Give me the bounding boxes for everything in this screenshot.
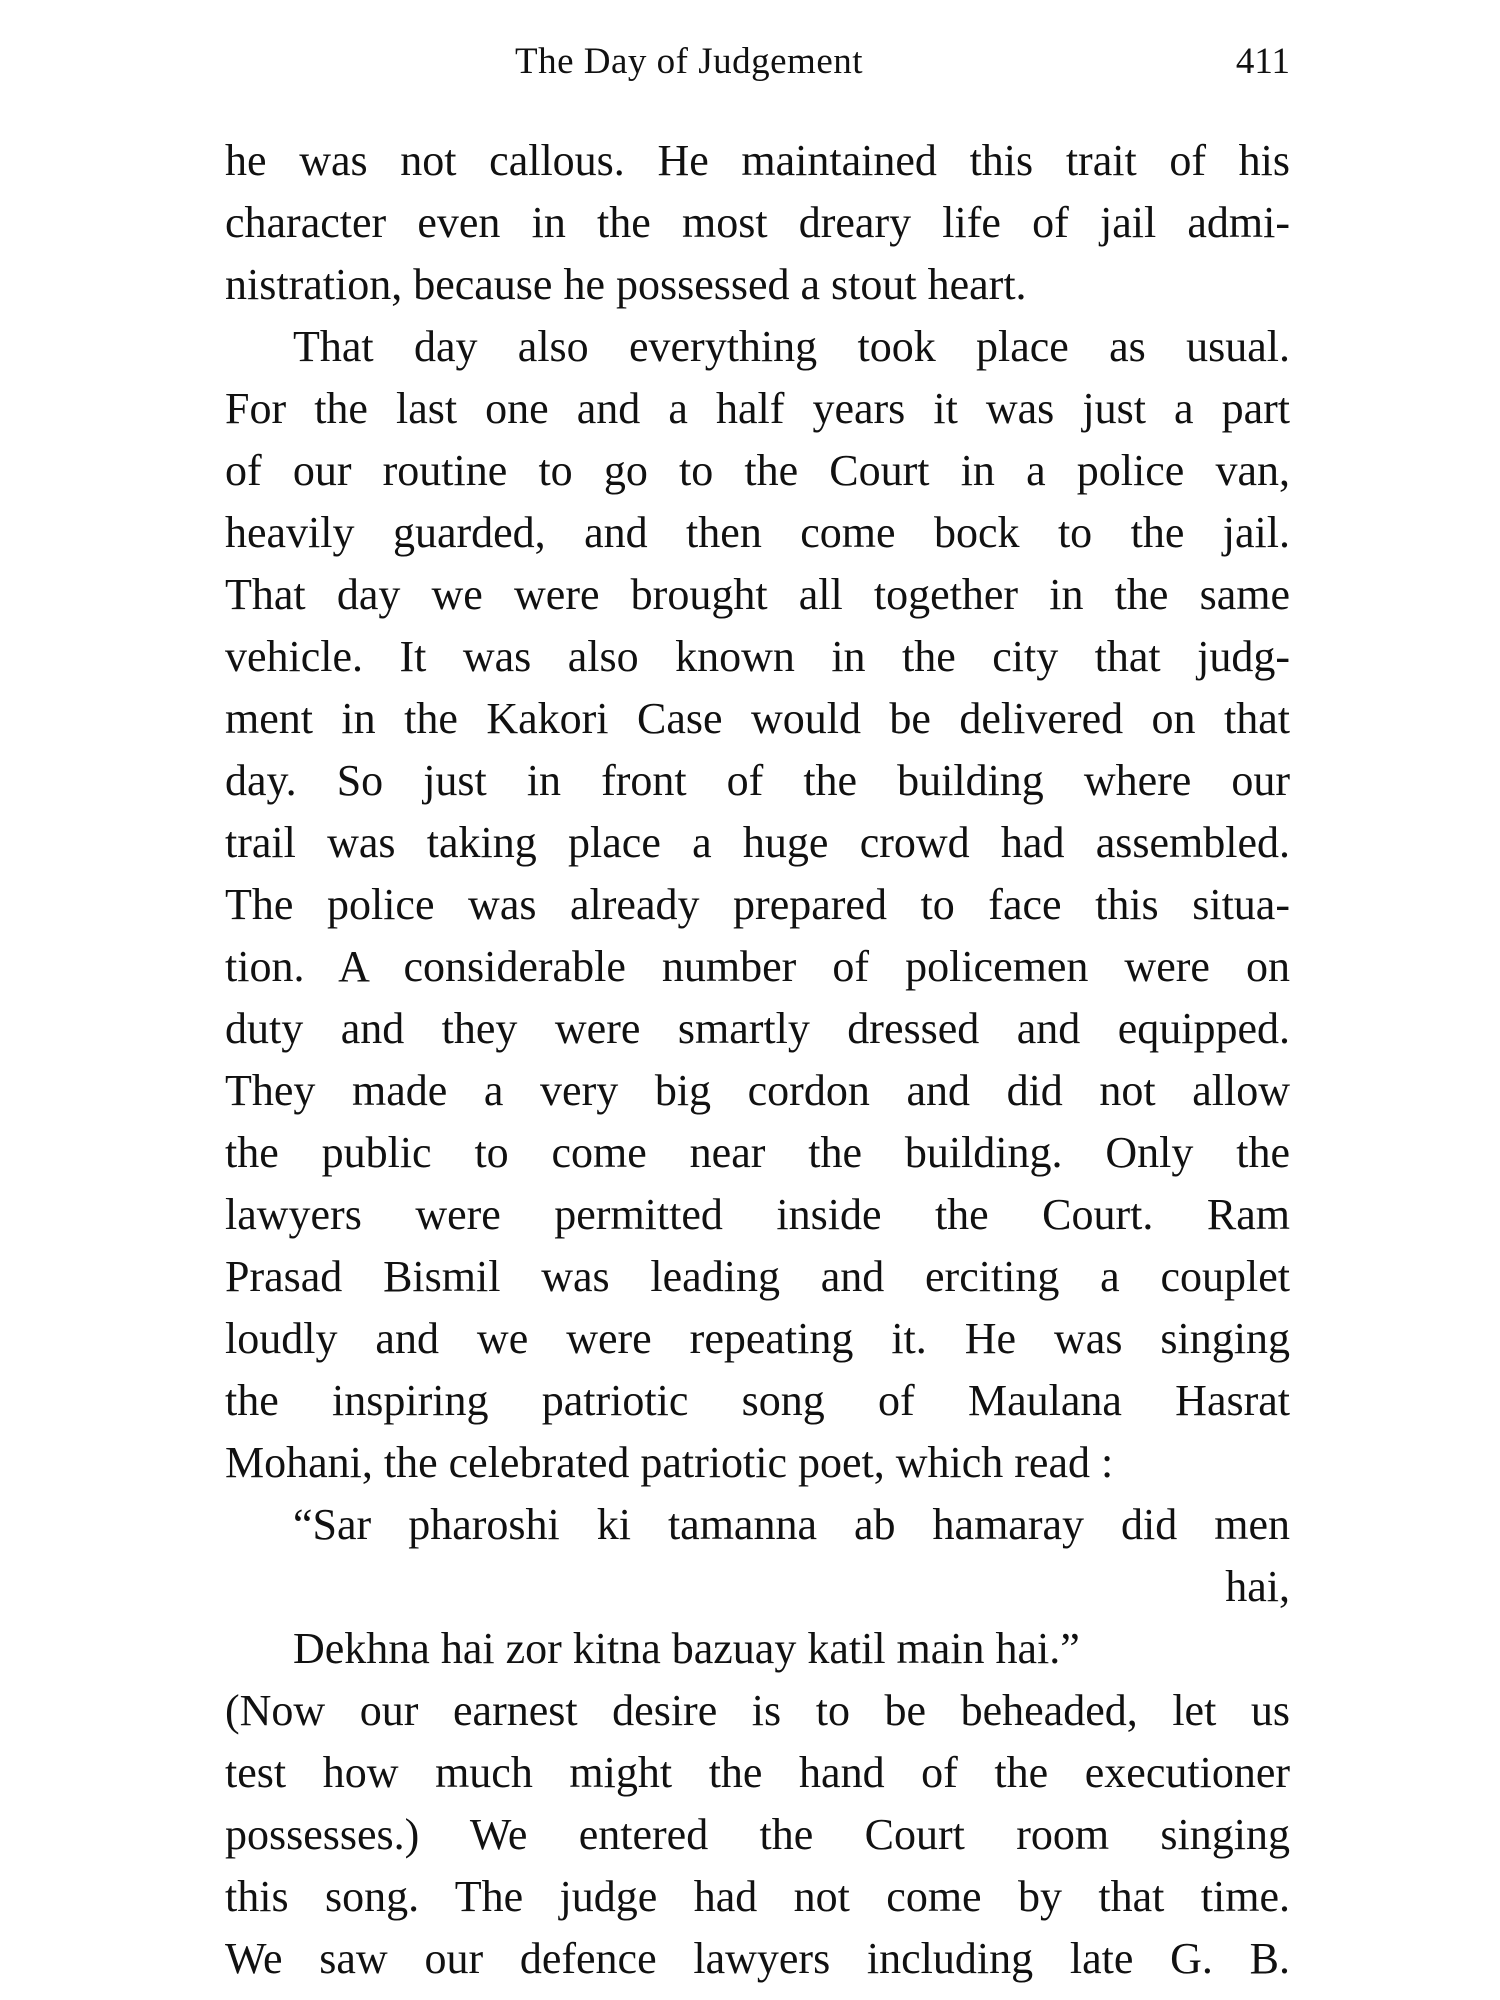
running-title: The Day of Judgement (515, 41, 864, 82)
verse-line: Dekhna hai zor kitna bazuay katil main hai.” (293, 1624, 1080, 1673)
body-text (225, 130, 1290, 1990)
verse-line: hai, (1225, 1562, 1290, 1611)
text-line: trail was taking place a huge crowd had assembled. (225, 818, 1290, 867)
text-line: loudly and we were repeating it. He was singing (225, 1314, 1290, 1363)
running-header (225, 40, 1290, 96)
text-line: The police was already prepared to face this situa- (225, 880, 1290, 929)
page-number: 411 (1235, 41, 1290, 82)
text-line: Mohani, the celebrated patriotic poet, which read : (225, 1438, 1114, 1487)
text-line: That day also everything took place as usual. (293, 322, 1290, 371)
text-line: ment in the Kakori Case would be delivered on that (225, 694, 1290, 743)
text-line: character even in the most dreary life of jail admi- (225, 198, 1290, 247)
text-line: They made a very big cordon and did not allow (225, 1066, 1290, 1115)
text-line: of our routine to go to the Court in a police van, (225, 446, 1290, 495)
text-line: vehicle. It was also known in the city that judg- (225, 632, 1290, 681)
text-line: For the last one and a half years it was just a part (225, 384, 1290, 433)
text-line: We saw our defence lawyers including late G. B. (225, 1934, 1290, 1983)
text-line: the public to come near the building. Only the (225, 1128, 1290, 1177)
text-line: possesses.) We entered the Court room singing (225, 1810, 1290, 1859)
text-line: this song. The judge had not come by that time. (225, 1872, 1290, 1921)
text-line: Prasad Bismil was leading and erciting a couplet (225, 1252, 1290, 1301)
verse-line: “Sar pharoshi ki tamanna ab hamaray did men (293, 1500, 1290, 1549)
text-line: duty and they were smartly dressed and equipped. (225, 1004, 1290, 1053)
text-line: tion. A considerable number of policemen were on (225, 942, 1290, 991)
text-line: he was not callous. He maintained this trait of his (225, 136, 1290, 185)
text-line: lawyers were permitted inside the Court. Ram (225, 1190, 1290, 1239)
text-line: the inspiring patriotic song of Maulana Hasrat (225, 1376, 1290, 1425)
text-line: day. So just in front of the building where our (225, 756, 1290, 805)
text-line: (Now our earnest desire is to be beheaded, let us (225, 1686, 1290, 1735)
text-line: test how much might the hand of the executioner (225, 1748, 1290, 1797)
text-line: nistration, because he possessed a stout heart. (225, 260, 1027, 309)
text-line: That day we were brought all together in the same (225, 570, 1290, 619)
text-line: heavily guarded, and then come bock to the jail. (225, 508, 1290, 557)
